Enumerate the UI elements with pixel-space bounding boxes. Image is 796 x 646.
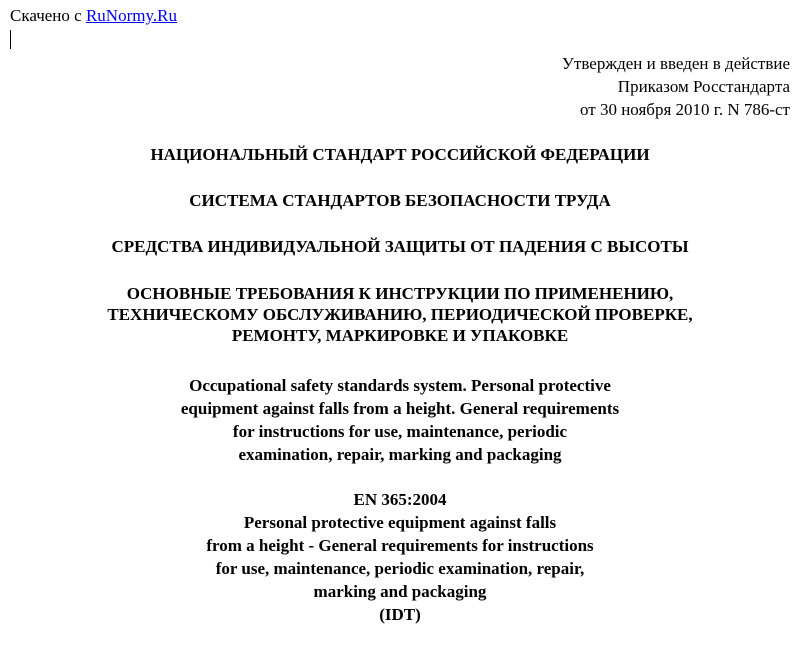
text-cursor bbox=[10, 30, 11, 49]
en-standard-title-line: Personal protective equipment against falls bbox=[243, 513, 557, 532]
approval-line: от 30 ноября 2010 г. N 786-ст bbox=[580, 100, 790, 119]
english-title-line: examination, repair, marking and packaging bbox=[238, 445, 562, 464]
requirements-line: РЕМОНТУ, МАРКИРОВКЕ И УПАКОВКЕ bbox=[231, 326, 569, 345]
requirements-line: ОСНОВНЫЕ ТРЕБОВАНИЯ К ИНСТРУКЦИИ ПО ПРИМЕНЕНИЮ, bbox=[126, 284, 674, 303]
en-standard-title-line: from a height - General requirements for instructions bbox=[206, 536, 594, 555]
source-line bbox=[10, 6, 177, 26]
english-title-line: Occupational safety standards system. Personal protective bbox=[189, 376, 611, 395]
en-standard-degree: (IDT) bbox=[379, 605, 421, 624]
en-standard-block bbox=[0, 488, 796, 626]
requirements-heading bbox=[0, 283, 796, 346]
english-title-line: for instructions for use, maintenance, periodic bbox=[232, 422, 568, 441]
subject-heading: СРЕДСТВА ИНДИВИДУАЛЬНОЙ ЗАЩИТЫ ОТ ПАДЕНИЯ С ВЫСОТЫ bbox=[111, 237, 689, 256]
en-standard-title-line: marking and packaging bbox=[313, 582, 487, 601]
english-title bbox=[0, 374, 796, 466]
approval-block bbox=[562, 52, 790, 121]
system-heading: СИСТЕМА СТАНДАРТОВ БЕЗОПАСНОСТИ ТРУДА bbox=[189, 191, 611, 210]
approval-line: Приказом Росстандарта bbox=[617, 77, 790, 96]
en-standard-code: EN 365:2004 bbox=[353, 490, 447, 509]
national-standard-heading: НАЦИОНАЛЬНЫЙ СТАНДАРТ РОССИЙСКОЙ ФЕДЕРАЦИИ bbox=[150, 145, 650, 164]
en-standard-title-line: for use, maintenance, periodic examination, repair, bbox=[215, 559, 585, 578]
requirements-line: ТЕХНИЧЕСКОМУ ОБСЛУЖИВАНИЮ, ПЕРИОДИЧЕСКОЙ ПРОВЕРКЕ, bbox=[107, 305, 693, 324]
english-title-line: equipment against falls from a height. General requirements bbox=[180, 399, 620, 418]
source-link[interactable]: RuNormy.Ru bbox=[85, 6, 177, 25]
source-prefix: Скачено с bbox=[10, 6, 86, 25]
approval-line: Утвержден и введен в действие bbox=[561, 54, 790, 73]
